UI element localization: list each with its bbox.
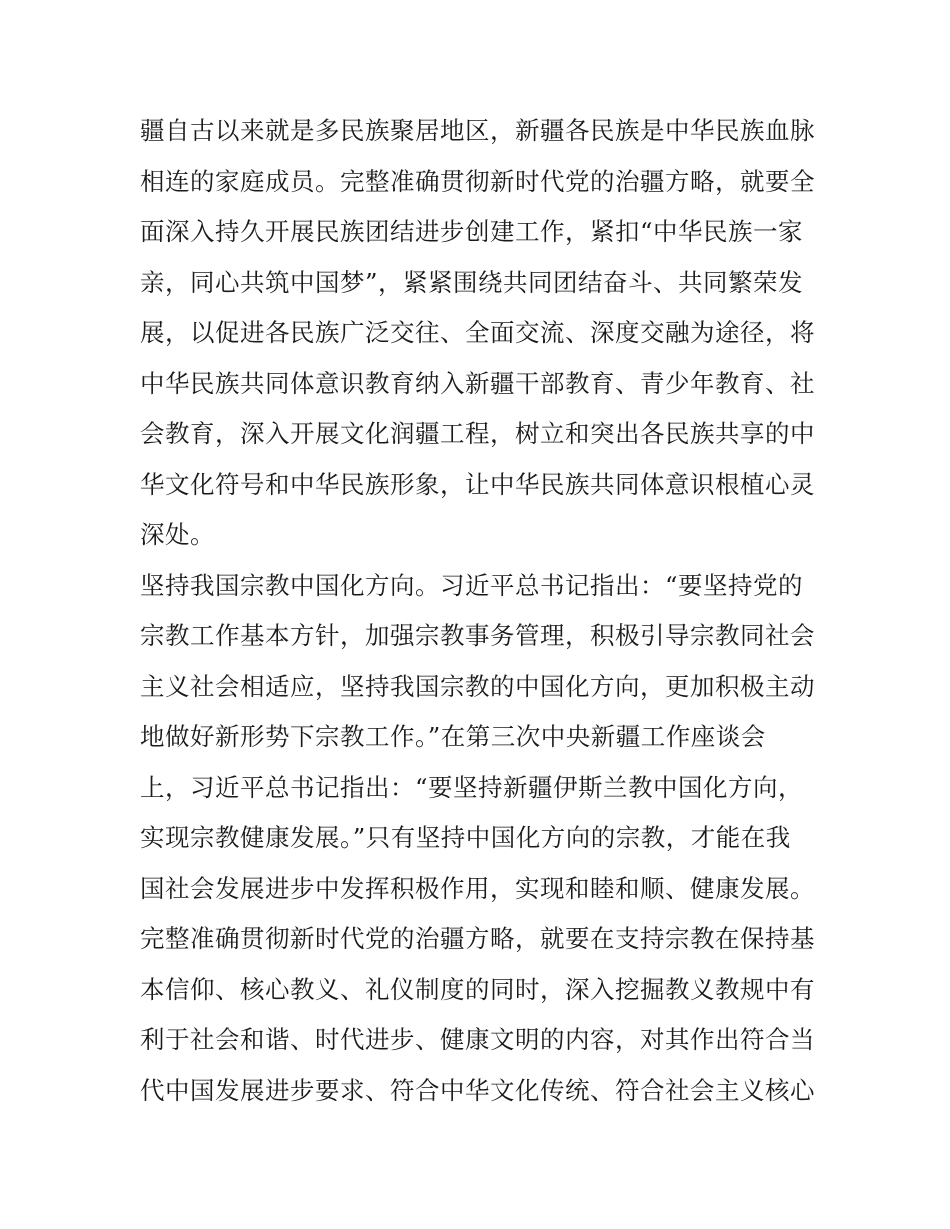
text-line: 亲，同心共筑中国梦”，紧紧围绕共同团结奋斗、共同繁荣发 <box>140 267 804 297</box>
text-line: 华文化符号和中华民族形象，让中华民族共同体意识根植心灵 <box>140 469 815 499</box>
text-line: 主义社会相适应，坚持我国宗教的中国化方向，更加积极主动 <box>140 671 815 701</box>
text-line: 中华民族共同体意识教育纳入新疆干部教育、青少年教育、社 <box>140 368 815 398</box>
paragraph-2 <box>140 561 820 1117</box>
text-line: 上，习近平总书记指出：“要坚持新疆伊斯兰教中国化方向， <box>140 772 804 802</box>
text-line: 利于社会和谐、时代进步、健康文明的内容，对其作出符合当 <box>140 1025 815 1054</box>
text-line: 疆自古以来就是多民族聚居地区，新疆各民族是中华民族血脉 <box>140 116 815 145</box>
text-line: 完整准确贯彻新时代党的治疆方略，就要在支持宗教在保持基 <box>140 924 815 953</box>
paragraph-1 <box>140 106 820 561</box>
text-line: 宗教工作基本方针，加强宗教事务管理，积极引导宗教同社会 <box>140 621 815 650</box>
text-line: 坚持我国宗教中国化方向。习近平总书记指出：“要坚持党的 <box>140 570 804 600</box>
text-line: 深处。 <box>140 520 215 549</box>
text-line: 国社会发展进步中发挥积极作用，实现和睦和顺、健康发展。 <box>140 873 815 903</box>
text-line: 本信仰、核心教义、礼仪制度的同时，深入挖掘教义教规中有 <box>140 974 815 1004</box>
text-line: 代中国发展进步要求、符合中华文化传统、符合社会主义核心 <box>140 1075 815 1105</box>
text-line: 相连的家庭成员。完整准确贯彻新时代党的治疆方略，就要全 <box>140 166 815 196</box>
text-line: 展，以促进各民族广泛交往、全面交流、深度交融为途径，将 <box>140 318 815 347</box>
text-line: 实现宗教健康发展。”只有坚持中国化方向的宗教，才能在我 <box>140 823 791 852</box>
body-text <box>140 106 820 1116</box>
text-line: 会教育，深入开展文化润疆工程，树立和突出各民族共享的中 <box>140 419 815 448</box>
text-line: 地做好新形势下宗教工作。”在第三次中央新疆工作座谈会 <box>140 722 766 751</box>
text-line: 面深入持久开展民族团结进步创建工作，紧扣“中华民族一家 <box>140 217 804 246</box>
